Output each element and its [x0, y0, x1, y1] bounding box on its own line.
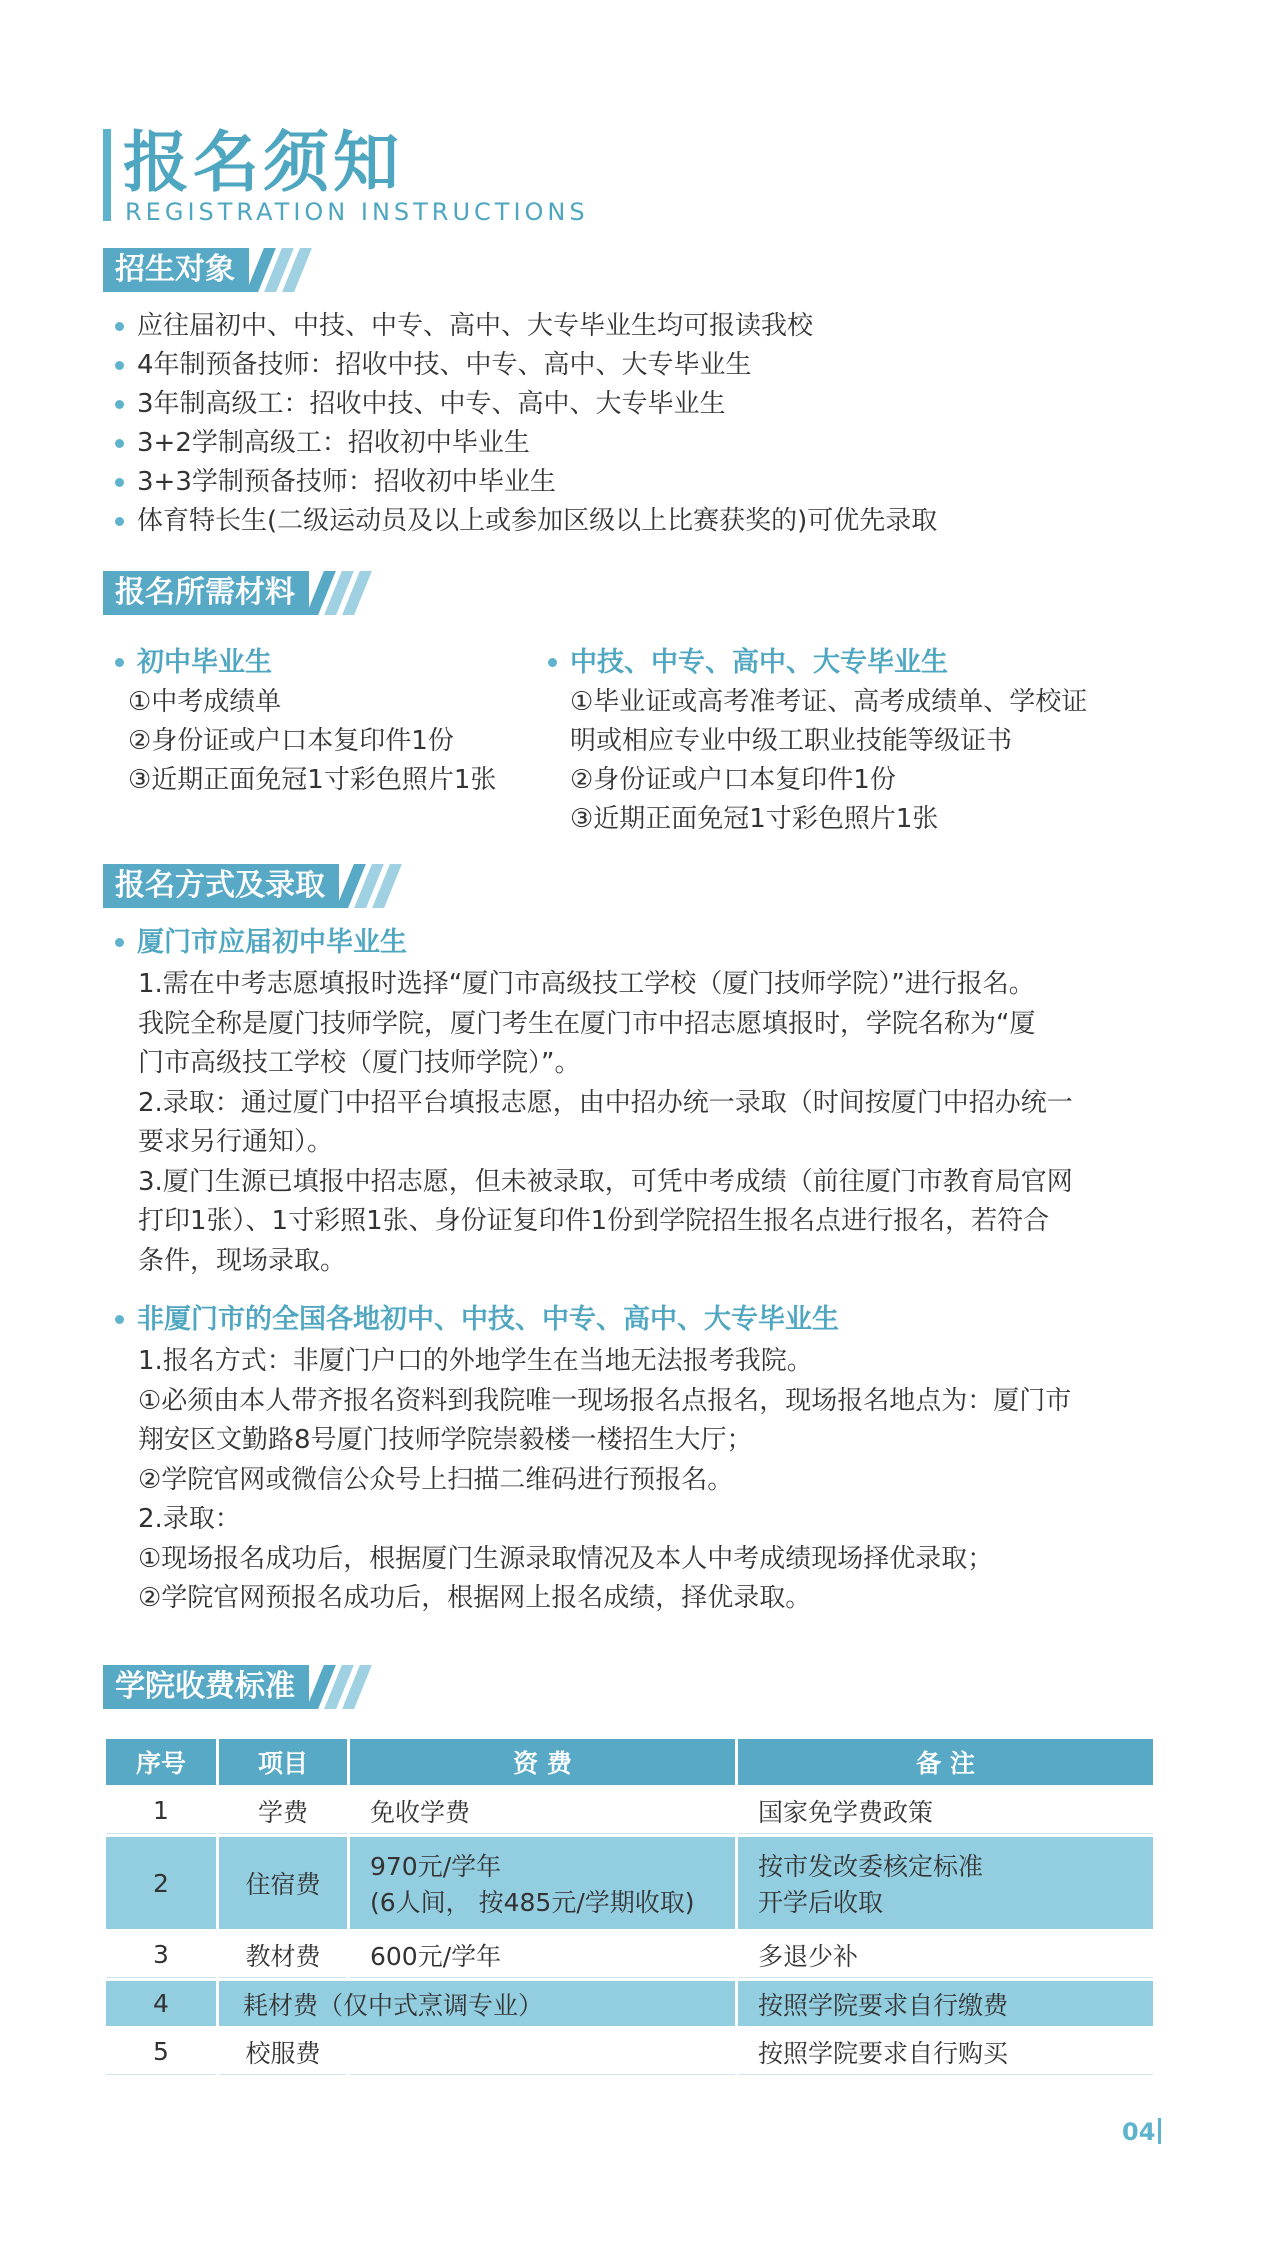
paragraph-line: ②学院官网或微信公众号上扫描二维码进行预报名。 [138, 1464, 734, 1495]
list-item: ②身份证或户口本复印件1份 [128, 726, 454, 756]
cell-note: 按照学院要求自行缴费 [738, 1981, 1153, 2026]
section-heading-target [103, 248, 311, 292]
cell-no: 1 [106, 1788, 216, 1834]
cell-item: 耗材费（仅中式烹调专业） [219, 1981, 735, 2026]
cell-fee: 600元/学年 [350, 1932, 735, 1978]
section-heading-label: 报名方式及录取 [103, 864, 339, 908]
paragraph-line: 打印1张）、1寸彩照1张、身份证复印件1份到学院招生报名点进行报名，若符合 [138, 1206, 1050, 1236]
column-header-no: 序号 [106, 1739, 216, 1785]
paragraph-line: 1.需在中考志愿填报时选择“厦门市高级技工学校（厦门技师学院）”进行报名。 [138, 969, 1035, 999]
page-number-text: 04 [1122, 2118, 1156, 2146]
paragraph-line: ①必须由本人带齐报名资料到我院唯一现场报名点报名，现场报名地点为：厦门市 [138, 1385, 1072, 1416]
cell-no: 5 [106, 2029, 216, 2075]
cell-note [738, 1837, 1153, 1929]
page-number [1122, 2118, 1161, 2146]
materials-junior-list [128, 683, 496, 800]
paragraph-line: ②学院官网预报名成功后，根据网上报名成绩，择优录取。 [138, 1583, 812, 1613]
table-row [106, 1788, 1153, 1834]
cell-fee [350, 2029, 735, 2075]
cell-no: 3 [106, 1932, 216, 1978]
title-accent-bar [103, 129, 111, 221]
cell-item: 住宿费 [219, 1837, 347, 1929]
table-row [106, 1932, 1153, 1978]
heading-stripes-decoration [341, 864, 401, 908]
cell-note: 按照学院要求自行购买 [738, 2029, 1153, 2075]
list-item: ③近期正面免冠1寸彩色照片1张 [128, 765, 497, 795]
cell-note: 多退少补 [738, 1932, 1153, 1978]
page-title: 报名须知 [123, 124, 403, 201]
list-item: 4年制预备技师：招收中技、中专、高中、大专毕业生 [115, 346, 1175, 385]
paragraph-line: ①现场报名成功后，根据厦门生源录取情况及本人中考成绩现场择优录取； [138, 1543, 994, 1574]
list-item: ②身份证或户口本复印件1份 [570, 765, 896, 795]
page-subtitle: REGISTRATION INSTRUCTIONS [125, 198, 589, 226]
table-header-row [106, 1739, 1153, 1785]
column-header-note: 备 注 [738, 1739, 1153, 1785]
list-item: 3年制高级工：招收中技、中专、高中、大专毕业生 [115, 385, 1175, 424]
paragraph-line: 2.录取：通过厦门中招平台填报志愿，由中招办统一录取（时间按厦门中招办统一 [138, 1087, 1073, 1118]
cell-no: 2 [106, 1837, 216, 1929]
materials-senior-list [570, 683, 1087, 839]
cell-fee-line: 970元/学年 [370, 1852, 502, 1881]
column-header-item: 项目 [219, 1739, 347, 1785]
cell-note: 国家免学费政策 [738, 1788, 1153, 1834]
cell-item: 学费 [219, 1788, 347, 1834]
cell-note-line: 按市发改委核定标准 [758, 1852, 984, 1881]
list-item: 体育特长生(二级运动员及以上或参加区级以上比赛获奖的)可优先录取 [115, 502, 1175, 541]
page-number-bar [1158, 2118, 1161, 2144]
materials-junior-title: 初中毕业生 [115, 643, 272, 683]
section-heading-label: 招生对象 [103, 248, 249, 292]
method-other-title: 非厦门市的全国各地初中、中技、中专、高中、大专毕业生 [115, 1300, 839, 1340]
column-header-fee: 资 费 [350, 1739, 735, 1785]
list-item: ①中考成绩单 [128, 687, 282, 717]
heading-stripes-decoration [251, 248, 311, 292]
list-item: 3+2学制高级工：招收初中毕业生 [115, 424, 1175, 463]
section-heading-label: 学院收费标准 [103, 1665, 309, 1709]
cell-no: 4 [106, 1981, 216, 2026]
cell-item: 校服费 [219, 2029, 347, 2075]
paragraph-line: 我院全称是厦门技师学院，厦门考生在厦门市中招志愿填报时，学院名称为“厦 [138, 1008, 1036, 1039]
table-row [106, 1837, 1153, 1929]
materials-senior-title: 中技、中专、高中、大专毕业生 [548, 643, 948, 683]
table-row [106, 1981, 1153, 2026]
heading-stripes-decoration [311, 571, 371, 615]
list-item: 3+3学制预备技师：招收初中毕业生 [115, 463, 1175, 502]
section-heading-materials [103, 571, 371, 615]
paragraph-line: 2.录取： [138, 1504, 241, 1534]
paragraph-line: 门市高级技工学校（厦门技师学院）”。 [138, 1048, 581, 1078]
cell-note-line: 开学后收取 [758, 1888, 884, 1917]
heading-stripes-decoration [311, 1665, 371, 1709]
fees-table [103, 1736, 1156, 2078]
method-other-text [138, 1342, 1071, 1619]
section-heading-method [103, 864, 401, 908]
method-xiamen-title: 厦门市应届初中毕业生 [115, 923, 407, 963]
paragraph-line: 1.报名方式：非厦门户口的外地学生在当地无法报考我院。 [138, 1346, 813, 1376]
target-list [115, 307, 1175, 541]
section-heading-fees [103, 1665, 371, 1709]
list-item: ③近期正面免冠1寸彩色照片1张 [570, 804, 939, 834]
list-item: 应往届初中、中技、中专、高中、大专毕业生均可报读我校 [115, 307, 1175, 346]
paragraph-line: 翔安区文勤路8号厦门技师学院崇毅楼一楼招生大厅； [138, 1425, 753, 1455]
list-item: ①毕业证或高考准考证、高考成绩单、学校证 [570, 687, 1088, 717]
paragraph-line: 要求另行通知）。 [138, 1127, 334, 1157]
paragraph-line: 3.厦门生源已填报中招志愿，但未被录取，可凭中考成绩（前往厦门市教育局官网 [138, 1166, 1073, 1197]
method-xiamen-text [138, 965, 1073, 1281]
section-heading-label: 报名所需材料 [103, 571, 309, 615]
paragraph-line: 条件，现场录取。 [138, 1245, 347, 1276]
table-row [106, 2029, 1153, 2075]
cell-fee-line: (6人间， 按485元/学期收取) [370, 1888, 695, 1917]
list-item: 明或相应专业中级工职业技能等级证书 [570, 726, 1013, 756]
cell-fee: 免收学费 [350, 1788, 735, 1834]
cell-fee [350, 1837, 735, 1929]
cell-item: 教材费 [219, 1932, 347, 1978]
